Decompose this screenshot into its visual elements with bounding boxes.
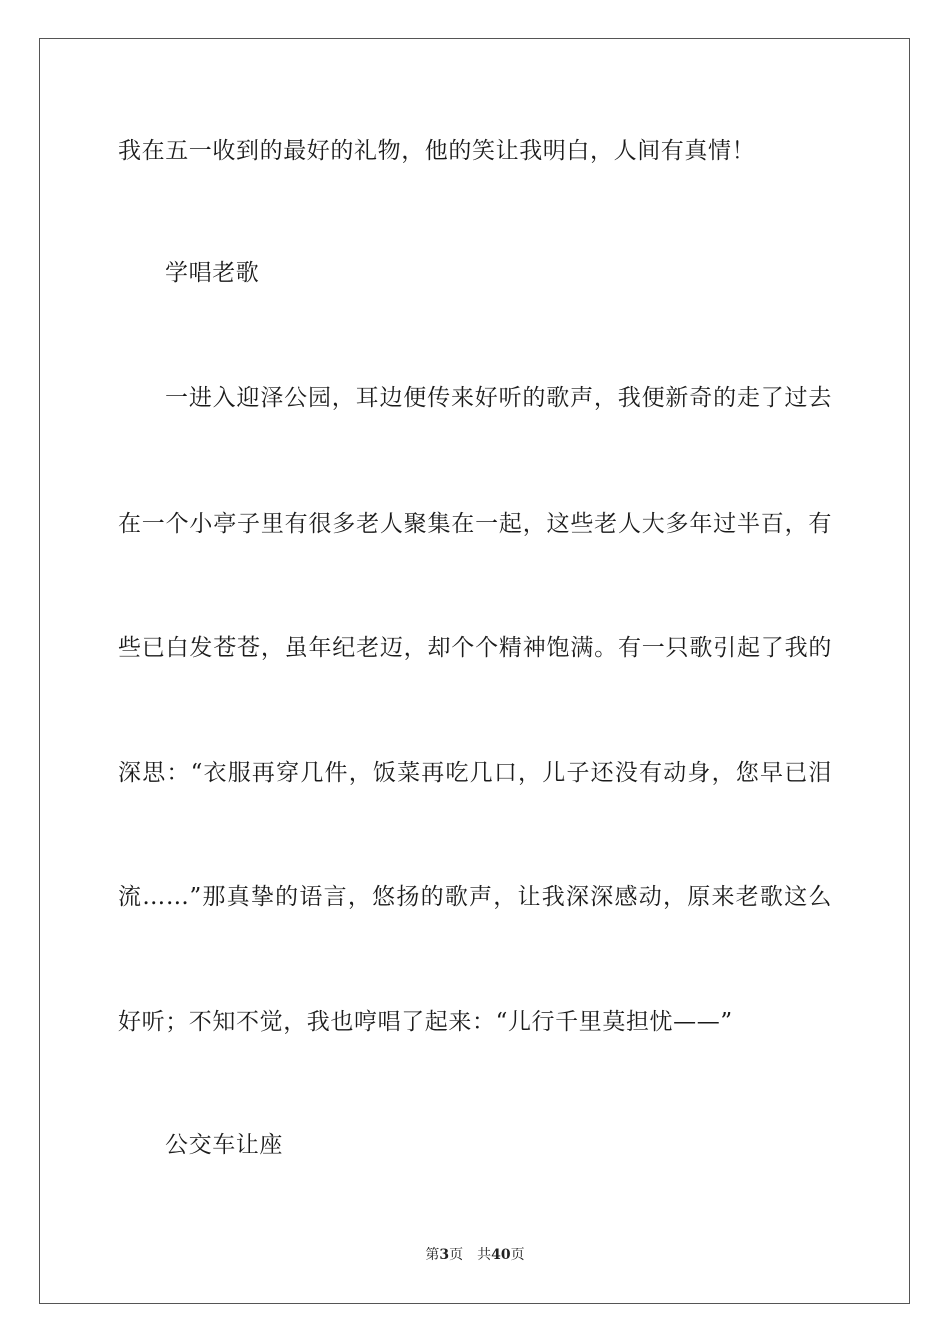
page-prefix: 第 xyxy=(425,1247,440,1263)
paragraph-line: 深思：“衣服再穿几件，饭菜再吃几口，儿子还没有动身，您早已泪 xyxy=(118,760,832,786)
page-border xyxy=(39,38,910,1304)
total-suffix: 页 xyxy=(510,1247,525,1263)
section-heading: 学唱老歌 xyxy=(165,260,260,286)
page-number: 3 xyxy=(439,1247,450,1263)
paragraph-line: 一进入迎泽公园，耳边便传来好听的歌声，我便新奇的走了过去 xyxy=(165,385,832,411)
paragraph-line: 我在五一收到的最好的礼物，他的笑让我明白，人间有真情！ xyxy=(118,138,756,164)
paragraph-line: 流……”那真挚的语言，悠扬的歌声，让我深深感动，原来老歌这么 xyxy=(118,884,832,910)
paragraph-line: 在一个小亭子里有很多老人聚集在一起，这些老人大多年过半百，有 xyxy=(118,511,832,537)
total-prefix: 共 xyxy=(477,1247,492,1263)
page-suffix: 页 xyxy=(449,1247,464,1263)
paragraph-line: 好听；不知不觉，我也哼唱了起来：“儿行千里莫担忧——” xyxy=(118,1009,733,1035)
total-pages: 40 xyxy=(491,1247,511,1263)
paragraph-line: 些已白发苍苍，虽年纪老迈，却个个精神饱满。有一只歌引起了我的 xyxy=(118,635,832,661)
page-footer xyxy=(0,1246,950,1264)
section-heading: 公交车让座 xyxy=(165,1132,283,1158)
